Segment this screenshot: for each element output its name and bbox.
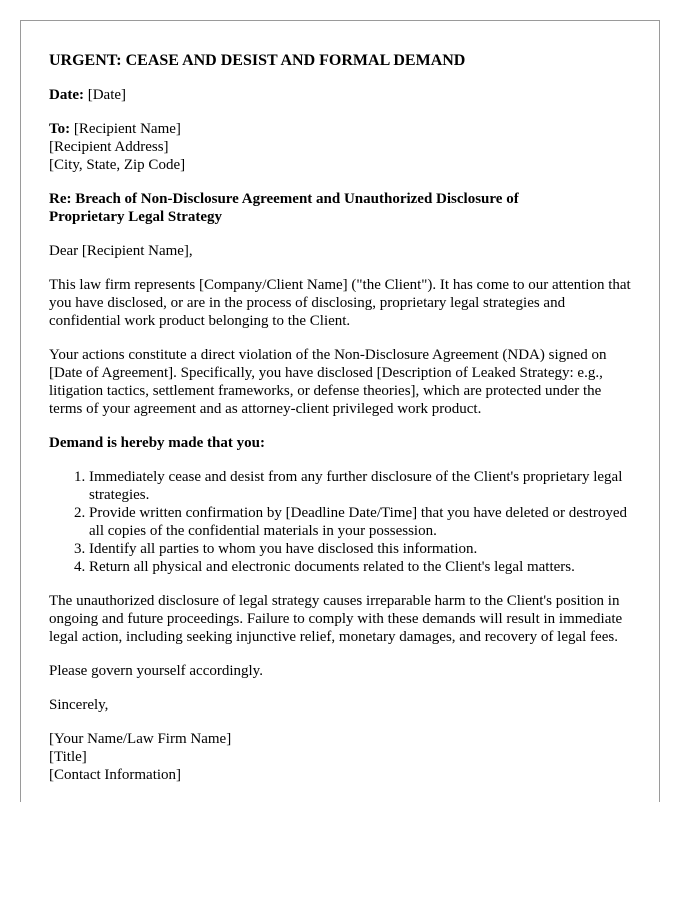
- subject-line: [49, 190, 631, 226]
- date-value: [Date]: [87, 87, 127, 103]
- recipient-name: [Recipient Name]: [73, 121, 181, 137]
- signature-block: [49, 730, 631, 784]
- subject-line-1: Re: Breach of Non-Disclosure Agreement and Unauthorized Disclosure of: [49, 191, 519, 207]
- paragraph-harm: The unauthorized disclosure of legal strategy causes irreparable harm to the Client's position in ongoing and future proceedings. Failure to comply with these demands will result in immediate legal action, including seeking injunctive relief, monetary damages, and recovery of legal fees.: [49, 593, 623, 645]
- signature-contact: [Contact Information]: [49, 767, 182, 783]
- subject-line-2: Proprietary Legal Strategy: [49, 209, 223, 225]
- demand-item: 2. Provide written confirmation by [Deadline Date/Time] that you have deleted or destroyed all copies of the confidential materials in your possession.: [89, 504, 631, 540]
- recipient-address: [Recipient Address]: [49, 139, 169, 155]
- paragraph-violation: Your actions constitute a direct violation of the Non-Disclosure Agreement (NDA) signed on [Date of Agreement]. Specifically, you have disclosed [Description of Leaked Strategy: e.g., litigation tactics, settlement frameworks, or defense theories], which are protected under the terms of your agreement and as attorney-client privileged work product.: [49, 347, 607, 417]
- recipient-city: [City, State, Zip Code]: [49, 157, 186, 173]
- recipient-name-line: [49, 120, 631, 138]
- demand-item: 1. Immediately cease and desist from any further disclosure of the Client's proprietary legal strategies.: [89, 468, 631, 504]
- paragraph-representation: This law firm represents [Company/Client Name] ("the Client"). It has come to our attention that you have disclosed, or are in the process of disclosing, proprietary legal strategies and confidential work product belonging to the Client.: [49, 277, 631, 329]
- date-line: [49, 86, 631, 104]
- letter-page: [20, 20, 660, 802]
- letter-title: URGENT: CEASE AND DESIST AND FORMAL DEMAND: [49, 52, 466, 69]
- signature-title: [Title]: [49, 749, 87, 765]
- recipient-block: [49, 120, 631, 174]
- govern-line: Please govern yourself accordingly.: [49, 663, 263, 679]
- demand-list: [49, 468, 631, 576]
- demand-heading: Demand is hereby made that you:: [49, 435, 265, 451]
- closing: Sincerely,: [49, 697, 109, 713]
- salutation: Dear [Recipient Name],: [49, 243, 193, 259]
- date-label: Date:: [49, 87, 84, 103]
- to-label: To:: [49, 121, 71, 137]
- demand-item: 4. Return all physical and electronic documents related to the Client's legal matters.: [89, 558, 631, 576]
- demand-item: 3. Identify all parties to whom you have disclosed this information.: [89, 540, 631, 558]
- signature-name: [Your Name/Law Firm Name]: [49, 731, 232, 747]
